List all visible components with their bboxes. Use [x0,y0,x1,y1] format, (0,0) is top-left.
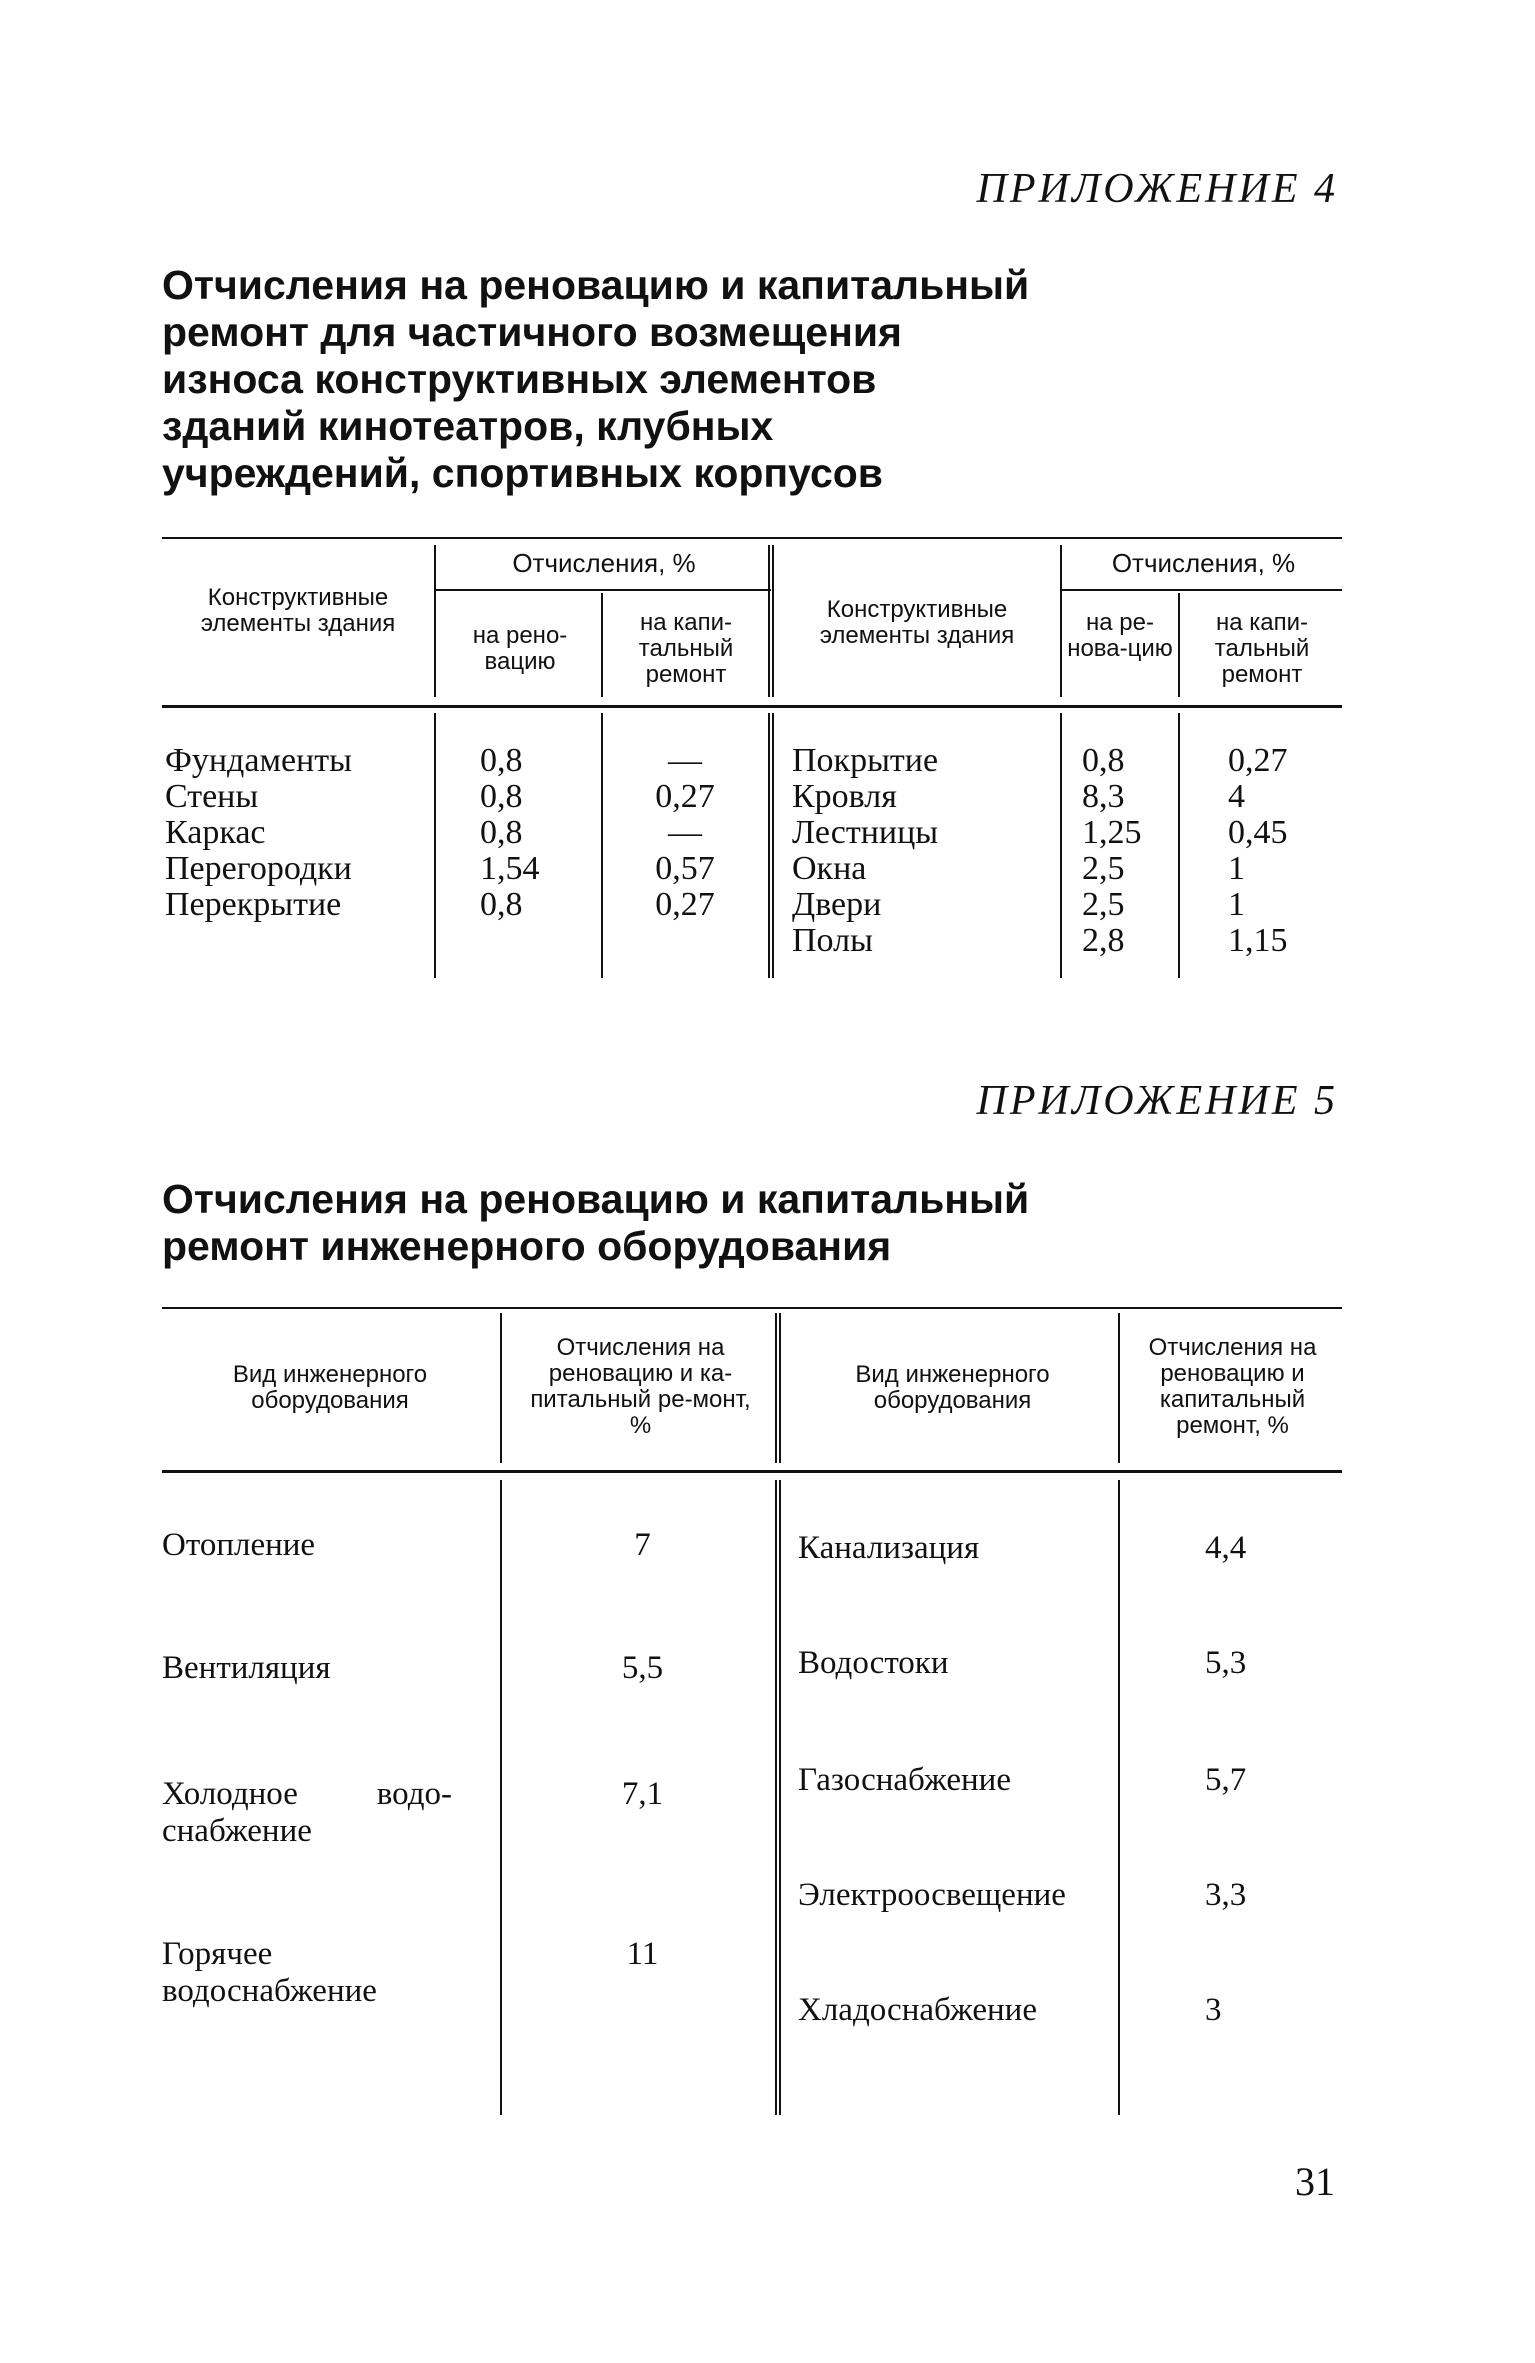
table-cell: — [668,742,702,779]
table-cell: 0,27 [655,778,715,815]
table-cell: 4 [1228,778,1245,815]
vline [1118,1480,1120,2115]
header-capital: на капи-тальный ремонт [638,609,734,688]
table-cell: 1,15 [1228,922,1288,959]
table-cell: Полы [792,922,873,959]
table-cell: Электроосвещение [798,1877,1066,1913]
text-fragment: Холодное водо-снабжение [162,1776,452,1849]
double-vline [768,713,774,978]
table-cell: 2,5 [1082,886,1125,923]
table-cell: 1,54 [480,850,540,887]
table-cell: Перегородки [165,850,352,887]
double-vline [775,1480,781,2115]
renovation-column-right [1082,743,1142,959]
capital-column-left [610,743,760,923]
title-line: учреждений, спортивных корпусов [162,450,884,496]
header-element-right: Конструктивные элементы здания [819,596,1015,649]
vline [500,1313,502,1463]
header-deductions-right: Отчисления, % [1111,548,1296,578]
table-cell: 5,5 [621,1650,664,1686]
title-line: износа конструктивных элементов [162,356,877,402]
table-cell: Канализация [798,1530,980,1566]
table-cell: 0,45 [1228,814,1288,851]
appendix-4-title [162,262,1029,497]
table-cell: Газоснабжение [798,1762,1011,1798]
table-top-rule [162,1307,1342,1309]
table-cell: 5,3 [1205,1645,1247,1681]
table-cell: 0,8 [1082,742,1125,779]
header-deductions: Отчисления на реновацию и ка-питальный ре-монт, % [530,1334,751,1439]
table-cell: 5,7 [1205,1762,1247,1798]
header-bottom-rule [162,1470,1342,1473]
header-deductions: Отчисления, % [512,548,696,578]
table-cell: 0,27 [1228,742,1288,779]
table-cell: 11 [626,1936,659,1972]
header-renovation-right: на ре-нова-цию [1067,609,1173,662]
table-cell: 0,8 [480,778,523,815]
vline [601,713,603,978]
page-number: 31 [1295,2159,1335,2204]
vline [434,545,436,697]
title-line: ремонт инженерного оборудования [162,1223,892,1269]
table-cell: 8,3 [1082,778,1125,815]
table-cell: Вентиляция [162,1650,331,1686]
vline [1118,1313,1120,1463]
table-cell: Стены [165,778,259,815]
subheader-rule-left [436,589,771,591]
table-cell: 0,8 [480,742,523,779]
title-line: ремонт для частичного возмещения [162,309,902,355]
table-cell: 7,1 [621,1776,664,1812]
elements-column-left [165,743,352,923]
header-equipment-right: Вид инженерного оборудования [855,1361,1050,1414]
table-cell: Горячее водоснабжение [162,1936,377,2009]
table-cell: 3,3 [1205,1877,1247,1913]
appendix-5-label: ПРИЛОЖЕНИЕ 5 [976,1078,1338,1124]
table-cell: — [668,814,702,851]
table-cell: Каркас [165,814,266,851]
table-cell: 1 [1228,886,1245,923]
table-cell: Двери [792,886,882,923]
title-line: Отчисления на реновацию и капитальный [162,262,1030,308]
table-cell: 3 [1205,1992,1222,2028]
table-cell: Лестницы [792,814,939,851]
vline [1060,545,1062,697]
vline [500,1480,502,2115]
vline [601,593,603,697]
vline [434,713,436,978]
appendix-5-title [162,1176,1029,1270]
table-cell: 0,8 [480,886,523,923]
appendix-4-label: ПРИЛОЖЕНИЕ 4 [976,166,1338,212]
double-vline [768,545,774,697]
header-renovation: на рено-вацию [472,622,568,675]
table-cell: Фундаменты [165,742,352,779]
subheader-rule-right [1062,589,1342,591]
table-cell: Окна [792,850,867,887]
table-cell: Водостоки [798,1645,949,1681]
table-cell: Хладоснабжение [798,1992,1037,2028]
elements-column-right [792,743,938,959]
table-cell: 2,5 [1082,850,1125,887]
table-cell: 0,57 [655,850,715,887]
vline [1060,713,1062,978]
header-deductions-right: Отчисления на реновацию и капитальный ремонт, % [1148,1334,1317,1439]
table-cell: 7 [634,1527,651,1563]
table-cell: 0,8 [480,814,523,851]
table-cell: 1,25 [1082,814,1142,851]
table-cell: Покрытие [792,742,939,779]
renovation-column-left [480,743,540,923]
table-cell: Кровля [792,778,897,815]
table-cell: Перекрытие [165,886,342,923]
vline [1178,593,1180,697]
header-element: Конструктивные элементы здания [200,584,396,637]
table-cell: 2,8 [1082,922,1125,959]
table-cell: 0,27 [655,886,715,923]
title-line: Отчисления на реновацию и капитальный [162,1176,1030,1222]
capital-column-right [1228,743,1288,959]
header-equipment: Вид инженерного оборудования [232,1361,428,1414]
double-vline [775,1313,781,1463]
table-cell: 1 [1228,850,1245,887]
table-cell: Отопление [162,1527,316,1563]
header-bottom-rule [162,705,1342,708]
table-cell [162,1776,452,1850]
title-line: зданий кинотеатров, клубных [162,403,774,449]
table-top-rule [162,537,1342,539]
header-capital-right: на капи-тальный ремонт [1214,609,1310,688]
vline [1178,713,1180,978]
table-cell: 4,4 [1205,1530,1247,1566]
